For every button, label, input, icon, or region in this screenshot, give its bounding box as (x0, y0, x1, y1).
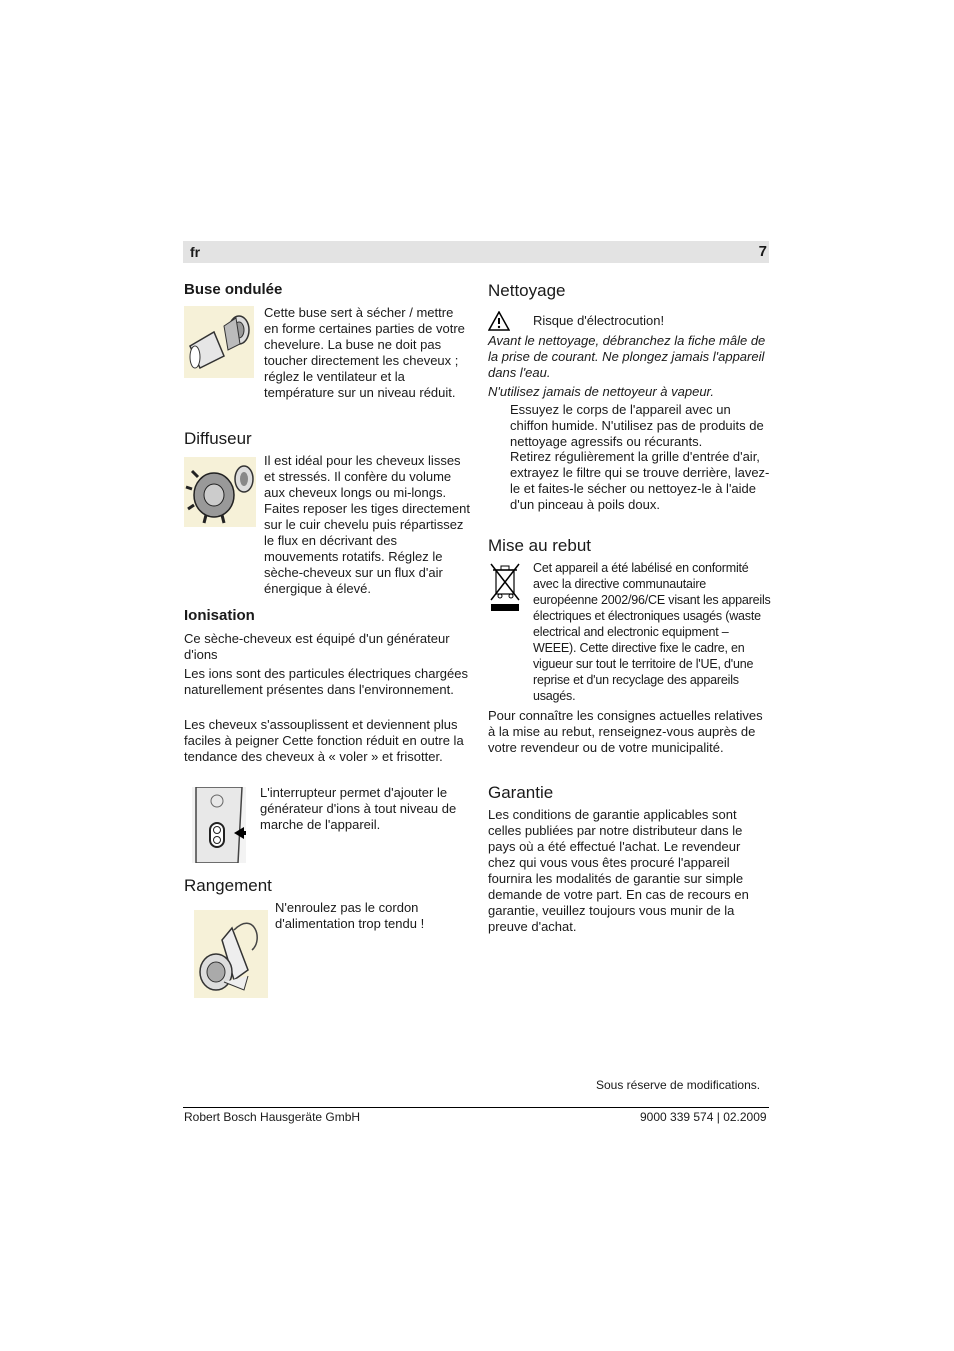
language-code: fr (190, 244, 201, 260)
section-title-ionisation: Ionisation (184, 607, 255, 624)
rebut-p2: Pour connaître les consignes actuelles relatives à la mise au rebut, renseignez-vous auprès de votre revendeur ou de votre municipalité. (488, 708, 763, 755)
section-title-rebut: Mise au rebut (488, 536, 591, 555)
page-header (183, 241, 769, 263)
ionisation-p2: Les ions sont des particules électriques chargées naturellement présentes dans l'environnement. (184, 666, 468, 697)
weee-bin-icon (489, 562, 521, 619)
ionisation-p3: Les cheveux s'assouplissent et deviennent plus faciles à peigner Cette fonction réduit en outre la tendance des cheveux à « voler » et frisotter. (184, 717, 464, 764)
ionisation-p4: L'interrupteur permet d'ajouter le générateur d'ions à tout niveau de marche de l'appareil. (260, 785, 457, 832)
warning-text: Avant le nettoyage, débranchez la fiche mâle de la prise de courant. Ne plongez jamais l'appareil dans l'eau. (488, 333, 766, 380)
diffuser-illustration (184, 457, 256, 527)
section-title-rangement: Rangement (184, 876, 272, 895)
section-title-buse: Buse ondulée (184, 281, 283, 298)
diffuseur-text: Il est idéal pour les cheveux lisses et stressés. Il confère du volume aux cheveux longs ou mi-longs. Faites reposer les tiges directement sur le cuir chevelu puis répartissez le flux en décrivant des mouvements rotatifs. Réglez le sèche-cheveux sur un flux d'air énergique à élevé. (264, 453, 470, 596)
footer-company: Robert Bosch Hausgeräte GmbH (184, 1110, 361, 1124)
footer-reference: 9000 339 574 | 02.2009 (640, 1110, 767, 1124)
section-title-nettoyage: Nettoyage (488, 281, 566, 300)
footer-divider (183, 1107, 769, 1108)
cord-storage-illustration (194, 910, 268, 998)
warning-title: Risque d'électrocution! (533, 313, 665, 328)
nettoyage-p2: Retirez régulièrement la grille d'entrée d'air, extrayez le filtre qui se trouve derrière, lavez-le et faites-le sécher ou nettoyez-le à l'aide d'un pinceau à poils doux. (510, 449, 770, 512)
nettoyage-p1: Essuyez le corps de l'appareil avec un chiffon humide. N'utilisez pas de produits de nettoyage agressifs ou récurants. (510, 402, 764, 449)
page-number: 7 (758, 243, 767, 260)
rangement-text: N'enroulez pas le cordon d'alimentation trop tendu ! (275, 900, 425, 931)
ion-switch-illustration (192, 787, 246, 863)
section-title-garantie: Garantie (488, 783, 554, 802)
nozzle-illustration (184, 306, 254, 378)
rebut-p1: Cet appareil a été labélisé en conformité avec la directive communautaire européenne 2002/96/CE visant les appareils électriques et électroniques usagés (waste electrical and electronic equipment – WEEE). Cette directive fixe le cadre, en vigueur sur tout le territoire de l'UE, d'une reprise et d'un recyclage des appareils usagés. (533, 561, 771, 703)
section-title-diffuseur: Diffuseur (184, 429, 252, 448)
buse-text: Cette buse sert à sécher / mettre en forme certaines parties de votre chevelure. La buse ne doit pas toucher directement les cheveux ; réglez le ventilateur et la température sur un niveau réduit. (264, 305, 465, 400)
garantie-text: Les conditions de garantie applicables sont celles publiées par notre distributeur dans le pays où a été effectué l'achat. Le revendeur chez qui vous vous êtes procuré l'appareil fournira les modalités de garantie sur simple demande de votre part. En cas de recours en garantie, veuillez toujours vous munir de la preuve d'achat. (488, 807, 749, 934)
warning-text-steam: N'utilisez jamais de nettoyeur à vapeur. (488, 384, 715, 399)
footer-note: Sous réserve de modifications. (596, 1078, 761, 1092)
ionisation-p1: Ce sèche-cheveux est équipé d'un générateur d'ions (184, 631, 450, 662)
